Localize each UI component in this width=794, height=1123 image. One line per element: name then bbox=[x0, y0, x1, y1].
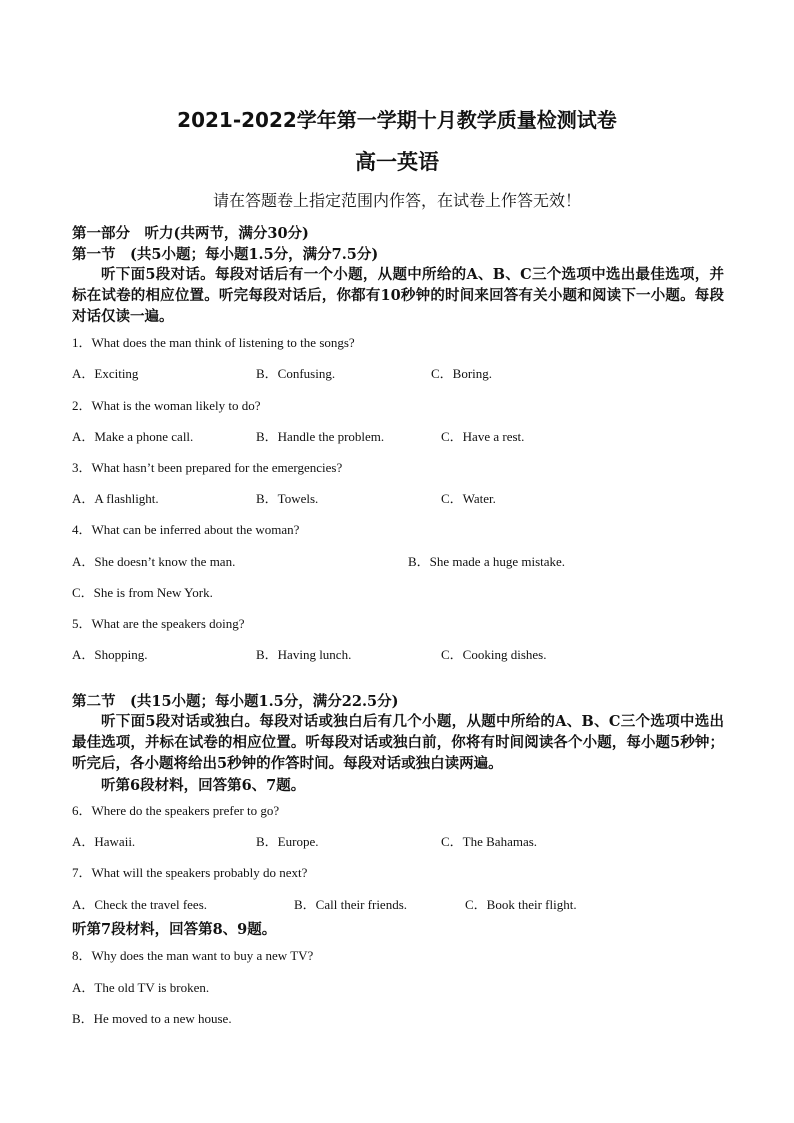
question-5: 5．What are the speakers doing? bbox=[72, 616, 245, 631]
q3-option-b: B．Towels. bbox=[256, 491, 319, 506]
question-1: 1．What does the man think of listening to the songs? bbox=[72, 335, 355, 350]
section1-title: 第一节 (共5小题；每小题1.5分，满分7.5分) bbox=[72, 246, 379, 263]
section2-instructions: 听下面5段对话或独白。每段对话或独白后有几个小题，从题中所给的A、B、C三个选项中选出最佳选项，并标在试卷的相应位置。听每段对话或独白前，你将有时间阅读各个小题，每小题5秒钟；听完后，各小题将给出5秒钟的作答时间。每段对话或独白读两遍。 bbox=[72, 713, 724, 772]
q5-option-c: C．Cooking dishes. bbox=[441, 647, 547, 662]
question-2: 2．What is the woman likely to do? bbox=[72, 398, 261, 413]
q3-option-a: A．A flashlight. bbox=[72, 491, 159, 506]
q5-option-b: B．Having lunch. bbox=[256, 647, 352, 662]
question-8: 8．Why does the man want to buy a new TV? bbox=[72, 948, 314, 963]
q1-option-b: B．Confusing. bbox=[256, 366, 336, 381]
question-3: 3．What hasn’t been prepared for the emergencies? bbox=[72, 460, 343, 475]
q4-option-c: C．She is from New York. bbox=[72, 585, 213, 600]
question-7: 7．What will the speakers probably do next? bbox=[72, 865, 308, 880]
exam-title: 2021-2022学年第一学期十月教学质量检测试卷 bbox=[177, 108, 617, 132]
q3-option-c: C．Water. bbox=[441, 491, 496, 506]
question-6: 6．Where do the speakers prefer to go? bbox=[72, 803, 280, 818]
q6-option-b: B．Europe. bbox=[256, 834, 319, 849]
material-7-heading: 听第7段材料，回答第8、9题。 bbox=[72, 921, 277, 938]
q8-option-b: B．He moved to a new house. bbox=[72, 1011, 232, 1026]
q1-option-a: A．Exciting bbox=[72, 366, 139, 381]
q7-option-c: C．Book their flight. bbox=[465, 897, 577, 912]
q6-option-a: A．Hawaii. bbox=[72, 834, 136, 849]
q6-option-c: C．The Bahamas. bbox=[441, 834, 538, 849]
q1-option-c: C．Boring. bbox=[431, 366, 493, 381]
section2-title: 第二节 (共15小题；每小题1.5分，满分22.5分) bbox=[72, 693, 399, 710]
section1-instructions: 听下面5段对话。每段对话后有一个小题，从题中所给的A、B、C三个选项中选出最佳选项，并标在试卷的相应位置。听完每段对话后，你都有10秒钟的时间来回答有关小题和阅读下一小题。每段对话仅读一遍。 bbox=[72, 266, 724, 325]
q8-option-a: A．The old TV is broken. bbox=[72, 980, 210, 995]
q5-option-a: A．Shopping. bbox=[72, 647, 148, 662]
material-6-heading: 听第6段材料，回答第6、7题。 bbox=[101, 777, 306, 794]
question-4: 4．What can be inferred about the woman? bbox=[72, 522, 300, 537]
part1-title: 第一部分 听力(共两节，满分30分) bbox=[72, 225, 309, 242]
q2-option-c: C．Have a rest. bbox=[441, 429, 525, 444]
q7-option-b: B．Call their friends. bbox=[294, 897, 408, 912]
q4-option-b: B．She made a huge mistake. bbox=[408, 554, 566, 569]
notice-text: 请在答题卷上指定范围内作答，在试卷上作答无效！ bbox=[212, 191, 581, 210]
subject-title: 高一英语 bbox=[355, 150, 439, 174]
q7-option-a: A．Check the travel fees. bbox=[72, 897, 208, 912]
q4-option-a: A．She doesn’t know the man. bbox=[72, 554, 236, 569]
q2-option-a: A．Make a phone call. bbox=[72, 429, 194, 444]
q2-option-b: B．Handle the problem. bbox=[256, 429, 385, 444]
